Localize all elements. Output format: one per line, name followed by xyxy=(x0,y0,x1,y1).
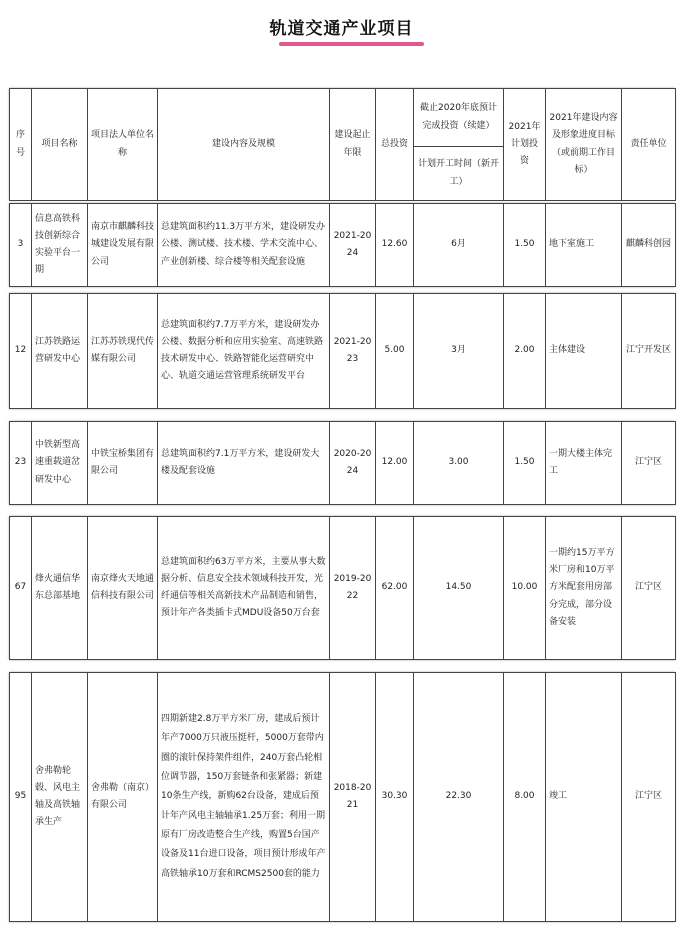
cell-unit: 江宁区 xyxy=(622,673,676,922)
cell-plan2021: 1.50 xyxy=(504,204,546,287)
row-card-1 xyxy=(9,203,675,287)
cell-plan2021: 8.00 xyxy=(504,673,546,922)
cell-seq: 67 xyxy=(10,517,32,660)
cell-period: 2020-2024 xyxy=(330,422,376,505)
cell-owner: 舍弗勒（南京）有限公司 xyxy=(88,673,158,922)
cell-expect: 22.30 xyxy=(414,673,504,922)
cell-total: 5.00 xyxy=(376,294,414,409)
header-expect-top: 截止2020年底预计完成投资（续建） xyxy=(414,89,504,147)
cell-name: 烽火通信华东总部基地 xyxy=(32,517,88,660)
cell-target: 地下室施工 xyxy=(546,204,622,287)
cell-seq: 95 xyxy=(10,673,32,922)
cell-seq: 23 xyxy=(10,422,32,505)
cell-period: 2018-2021 xyxy=(330,673,376,922)
row-card-4 xyxy=(9,516,675,660)
cell-period: 2019-2022 xyxy=(330,517,376,660)
cell-target: 一期大楼主体完工 xyxy=(546,422,622,505)
cell-period: 2021-2023 xyxy=(330,294,376,409)
table-row xyxy=(9,516,676,660)
header-unit: 责任单位 xyxy=(622,89,676,201)
cell-unit: 江宁开发区 xyxy=(622,294,676,409)
header-target: 2021年建设内容及形象进度目标（或前期工作目标） xyxy=(546,89,622,201)
header-seq: 序号 xyxy=(10,89,32,201)
header-content: 建设内容及规模 xyxy=(158,89,330,201)
table-row xyxy=(9,672,676,922)
header-name: 项目名称 xyxy=(32,89,88,201)
cell-unit: 麒麟科创园 xyxy=(622,204,676,287)
cell-name: 中铁新型高速重载道岔研发中心 xyxy=(32,422,88,505)
row-card-2 xyxy=(9,293,675,409)
table-header-card xyxy=(9,88,675,200)
cell-plan2021: 2.00 xyxy=(504,294,546,409)
cell-seq: 3 xyxy=(10,204,32,287)
cell-target: 一期约15万平方米厂房和10万平方米配套用房部分完成，部分设备安装 xyxy=(546,517,622,660)
cell-owner: 南京烽火天地通信科技有限公司 xyxy=(88,517,158,660)
cell-content: 总建筑面积约7.1万平方米，建设研发大楼及配套设施 xyxy=(158,422,330,505)
cell-period: 2021-2024 xyxy=(330,204,376,287)
cell-owner: 中铁宝桥集团有限公司 xyxy=(88,422,158,505)
cell-name: 信息高铁科技创新综合实验平台一期 xyxy=(32,204,88,287)
title-underline xyxy=(279,42,424,46)
cell-content: 总建筑面积约7.7万平方米，建设研发办公楼、数据分析和应用实验室、高速铁路技术研发中心、铁路智能化运营研究中心、轨道交通运营管理系统研发平台 xyxy=(158,294,330,409)
cell-content: 四期新建2.8万平方米厂房，建成后预计年产7000万只液压挺杆，5000万套带内圈的滚针保持架件组件，240万套凸轮相位调节器，150万套链条和张紧器；新建10条生产线，新购62台设备，建成后预计年产风电主轴轴承1.25万套；利用一期原有厂房改造整合生产线，购置5台国产设备及11台进口设备，项目预计形成年产高铁轴承10万套和RCMS2500套的能力 xyxy=(158,673,330,922)
cell-unit: 江宁区 xyxy=(622,517,676,660)
cell-seq: 12 xyxy=(10,294,32,409)
cell-content: 总建筑面积约63万平方米，主要从事大数据分析、信息安全技术领域科技开发，光纤通信等相关高新技术产品制造和销售，预计年产各类插卡式MDU设备50万台套 xyxy=(158,517,330,660)
cell-expect: 3.00 xyxy=(414,422,504,505)
cell-name: 舍弗勒轮毂、风电主轴及高铁轴承生产 xyxy=(32,673,88,922)
header-expect-bottom: 计划开工时间（新开工） xyxy=(414,147,504,201)
table-row xyxy=(9,293,676,409)
header-period: 建设起止年限 xyxy=(330,89,376,201)
cell-expect: 6月 xyxy=(414,204,504,287)
page-title: 轨道交通产业项目 xyxy=(269,19,414,39)
cell-unit: 江宁区 xyxy=(622,422,676,505)
cell-total: 12.60 xyxy=(376,204,414,287)
cell-content: 总建筑面积约11.3万平方米，建设研发办公楼、测试楼、技术楼、学术交流中心、产业创新楼、综合楼等相关配套设施 xyxy=(158,204,330,287)
cell-plan2021: 10.00 xyxy=(504,517,546,660)
cell-target: 主体建设 xyxy=(546,294,622,409)
header-plan2021: 2021年计划投资 xyxy=(504,89,546,201)
header-total: 总投资 xyxy=(376,89,414,201)
cell-owner: 江苏苏铁现代传媒有限公司 xyxy=(88,294,158,409)
header-table xyxy=(9,88,676,201)
page-header xyxy=(0,0,683,60)
cell-plan2021: 1.50 xyxy=(504,422,546,505)
row-card-3 xyxy=(9,421,675,505)
cell-total: 62.00 xyxy=(376,517,414,660)
cell-expect: 14.50 xyxy=(414,517,504,660)
cell-name: 江苏铁路运营研发中心 xyxy=(32,294,88,409)
row-card-5 xyxy=(9,672,675,922)
cell-owner: 南京市麒麟科技城建设发展有限公司 xyxy=(88,204,158,287)
cell-expect: 3月 xyxy=(414,294,504,409)
table-row xyxy=(9,203,676,287)
cell-target: 竣工 xyxy=(546,673,622,922)
header-owner: 项目法人单位名称 xyxy=(88,89,158,201)
cell-total: 12.00 xyxy=(376,422,414,505)
cell-total: 30.30 xyxy=(376,673,414,922)
table-row xyxy=(9,421,676,505)
